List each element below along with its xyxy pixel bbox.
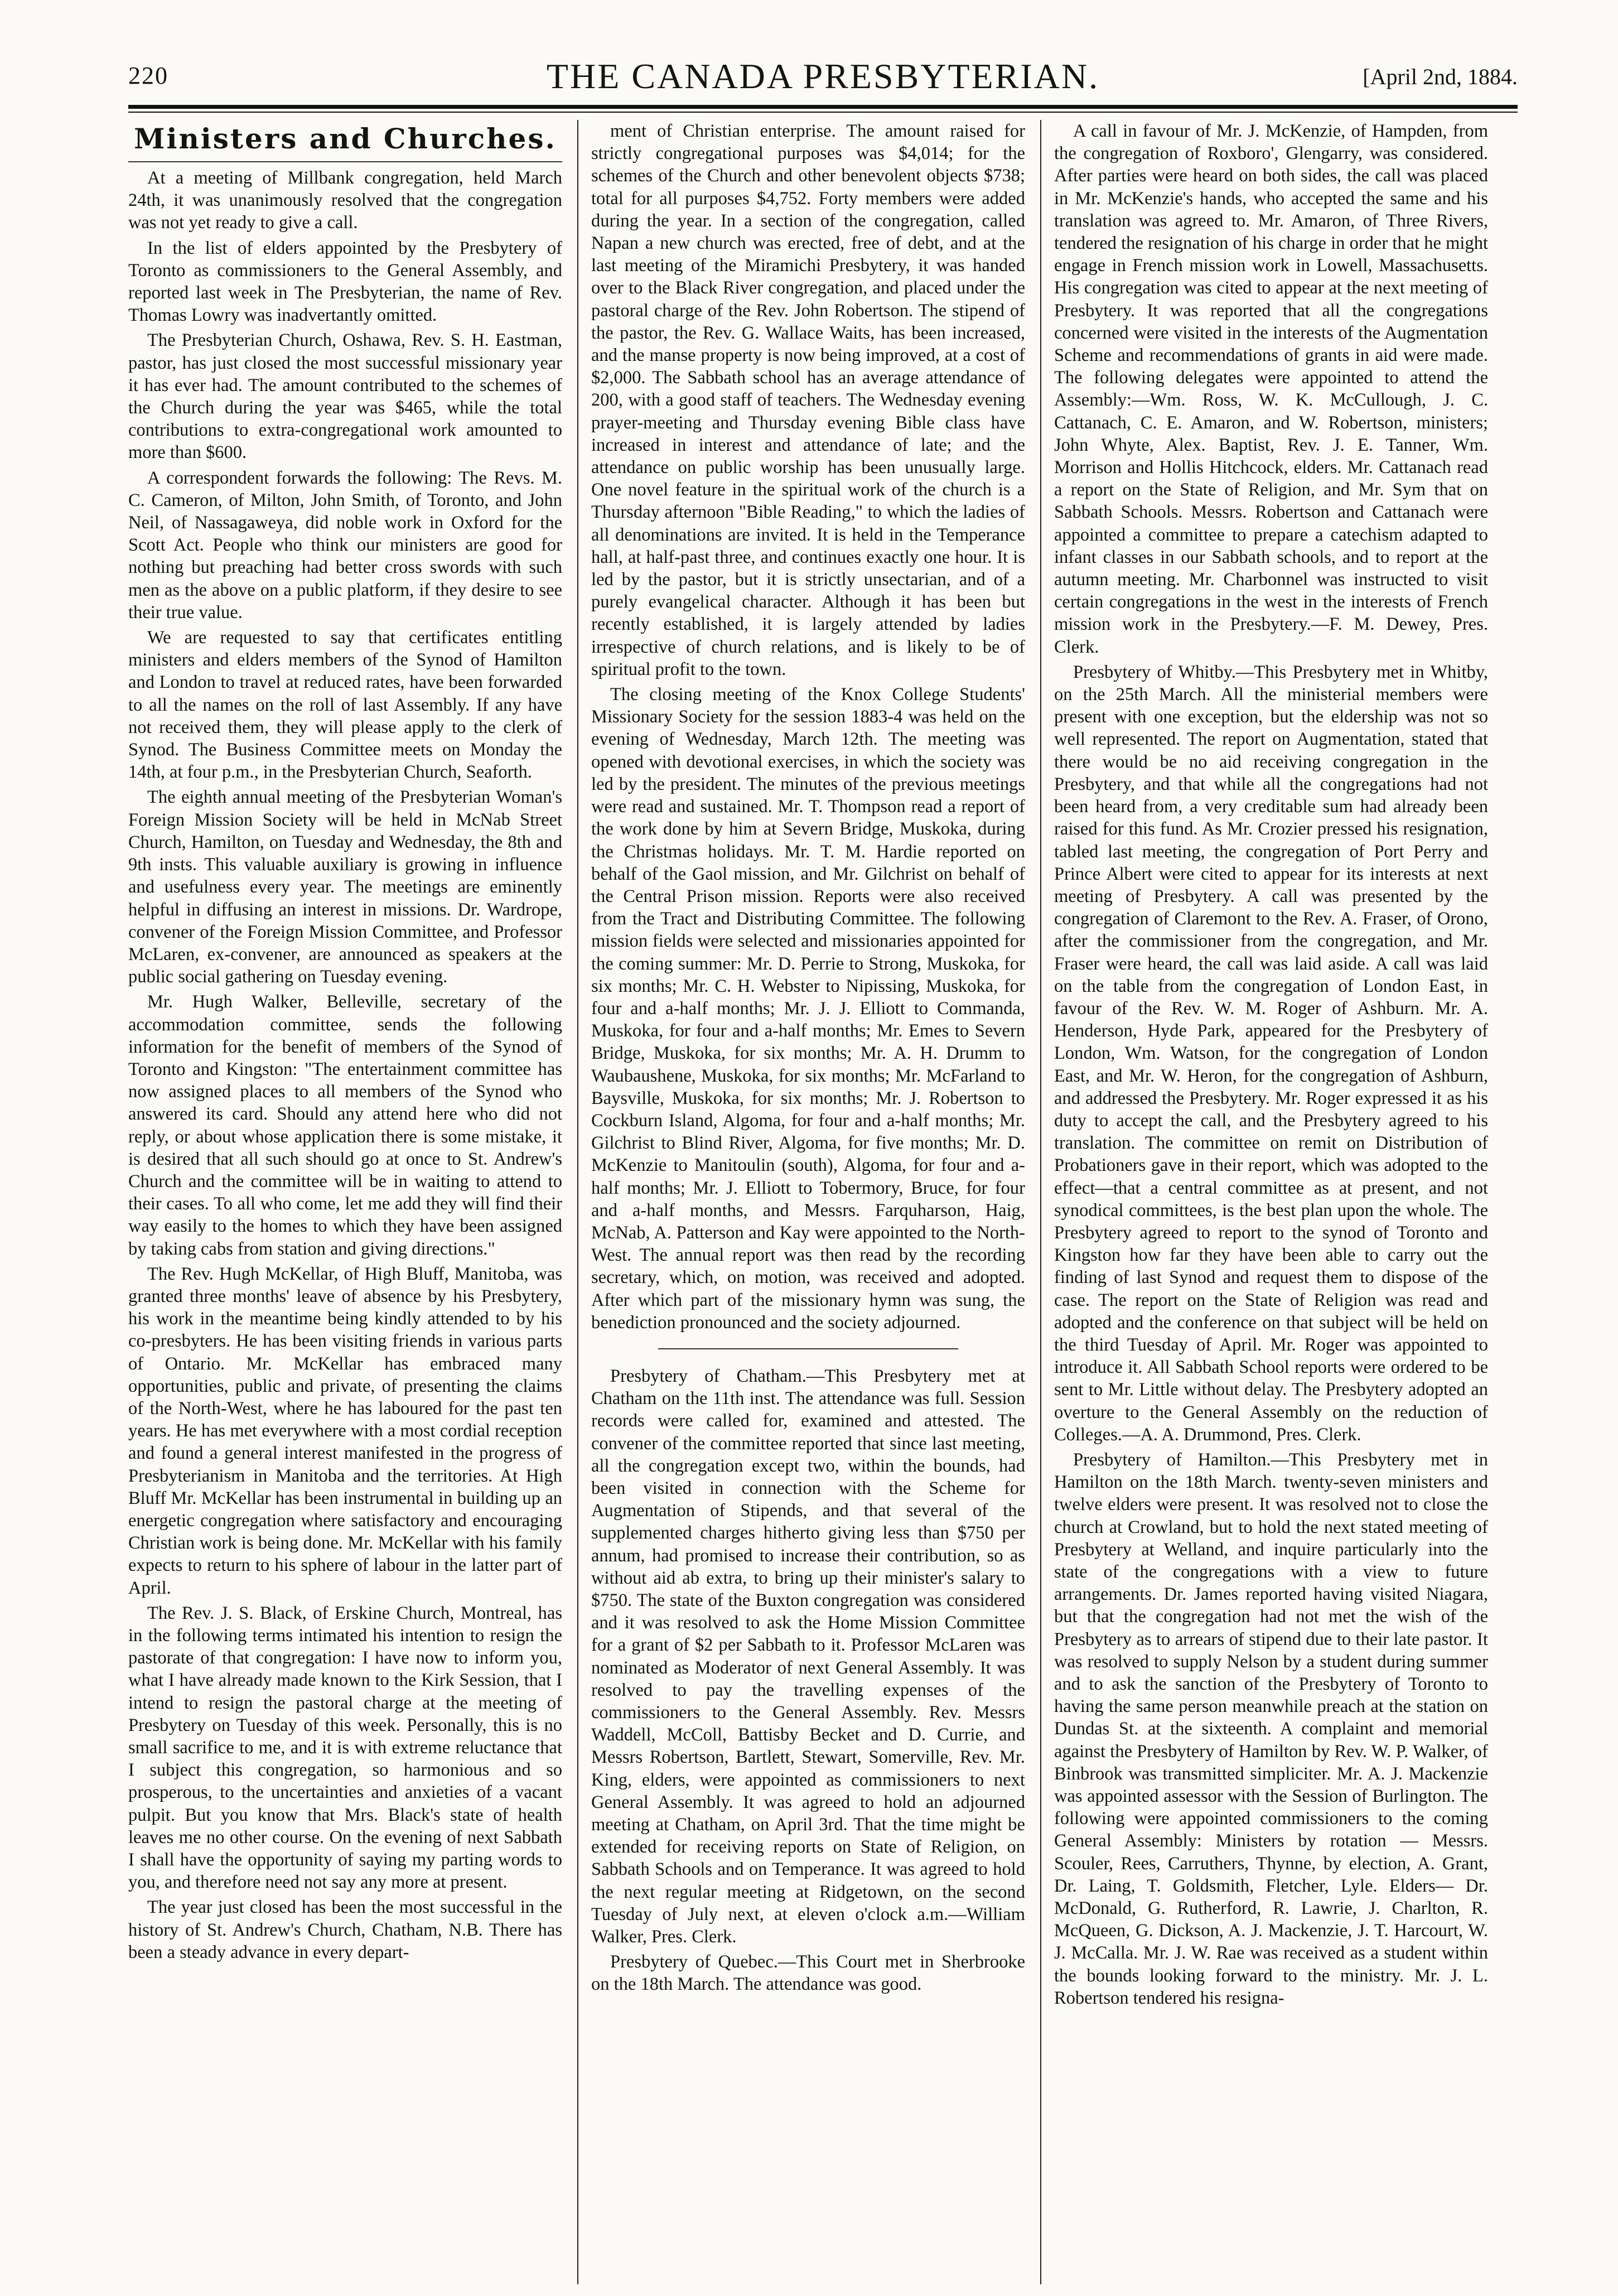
article-paragraph: The eighth annual meeting of the Presbyterian Woman's Foreign Mission Society will be held in McNab Street Church, Hamilton, on Tuesday and Wednesday, the 8th and 9th insts. This valuable auxiliary is growing in influence and usefulness every year. The meetings are eminently helpful in diffusing an interest in missions. Dr. Wardrope, convener of the Foreign Mission Committee, and Professor McLaren, ex-convener, are announced as speakers at the public social gathering on Tuesday evening.	[128, 787, 562, 987]
section-separator	[658, 1348, 958, 1349]
article-paragraph: The Presbyterian Church, Oshawa, Rev. S. H. Eastman, pastor, has just closed the most successful missionary year it has ever had. The amount contributed to the schemes of the Church during the year was $465, while the total contributions to extra-congregational work amounted to more than $600.	[128, 330, 562, 463]
article-paragraph: The closing meeting of the Knox College Students' Missionary Society for the session 1883-4 was held on the evening of Wednesday, March 12th. The meeting was opened with devotional exercises, in which the society was led by the president. The minutes of the previous meetings were read and sustained. Mr. T. Thompson read a report of the work done by him at Severn Bridge, Muskoka, during the Christmas holidays. Mr. T. M. Hardie reported on behalf of the Gaol mission, and Mr. Gilchrist on behalf of the Central Prison mission. Reports were also received from the Tract and Distributing Committee. The following mission fields were selected and missionaries appointed for the coming summer: Mr. D. Perrie to Strong, Muskoka, for six months; Mr. C. H. Webster to Nipissing, Muskoka, for four and a-half months; Mr. J. J. Elliott to Commanda, Muskoka, for four and a-half months; Mr. Emes to Severn Bridge, Muskoka, for six months; Mr. A. H. Drumm to Waubaushene, Muskoka, for six months; Mr. McFarland to Baysville, Muskoka, for six months; Mr. J. Robertson to Cockburn Island, Algoma, for four and a-half months; Mr. Gilchrist to Blind River, Algoma, for five months; Mr. D. McKenzie to Manitoulin (south), Algoma, for four and a-half months; Mr. J. Elliott to Tobermory, Bruce, for four and a-half months, and Messrs. Farquharson, Haig, McNab, A. Patterson and Kay were appointed to the North-West. The annual report was then read by the recording secretary, which, on motion, was received and adopted. After which part of the missionary hymn was sung, the benediction pronounced and the society adjourned.	[591, 684, 1025, 1333]
page-header	[128, 56, 1518, 100]
column-3	[1054, 120, 1488, 2012]
column-divider	[577, 120, 578, 2284]
presbytery-report: A call in favour of Mr. J. McKenzie, of Hampden, from the congregation of Roxboro', Glengarry, was considered. After parties were heard on both sides, the call was placed in Mr. McKenzie's hands, who accepted the same and his translation was agreed to. Mr. Amaron, of Three Rivers, tendered the resignation of his charge in order that he might engage in French mission work in Lowell, Massachusetts. His congregation was cited to appear at the next meeting of Presbytery. It was reported that all the congregations concerned were visited in the interests of the Augmentation Scheme and recommendations of grants in aid were made. The following delegates were appointed to attend the Assembly:—Wm. Ross, W. K. McCullough, J. C. Cattanach, C. E. Amaron, and W. Robertson, ministers; John Whyte, Alex. Baptist, Rev. J. E. Tanner, Wm. Morrison and Hollis Hitchcock, elders. Mr. Cattanach read a report on the State of Religion, and Mr. Sym that on Sabbath Schools. Messrs. Robertson and Cattanach were appointed a committee to prepare a catechism adapted to infant classes in our Sabbath schools, and to report at the autumn meeting. Mr. Charbonnel was instructed to visit certain congregations in the west in the interests of French mission work in the Presbytery.—F. M. Dewey, Pres. Clerk.	[1054, 121, 1488, 657]
article-paragraph: The Rev. J. S. Black, of Erskine Church, Montreal, has in the following terms intimated his intention to resign the pastorate of that congregation: I have now to inform you, what I have already made known to the Kirk Session, that I intend to resign the pastoral charge at the meeting of Presbytery on Tuesday of this week. Personally, this is no small sacrifice to me, and it is with extreme reluctance that I subject this congregation, so harmonious and so prosperous, to the uncertainties and anxieties of a vacant pulpit. But you know that Mrs. Black's state of health leaves me no other course. On the evening of next Sabbath I shall have the opportunity of saying my parting words to you, and therefore need not say any more at present.	[128, 1603, 562, 1893]
presbytery-report: Presbytery of Whitby.—This Presbytery met in Whitby, on the 25th March. All the ministerial members were present with one exception, but the eldership was not so well represented. The report on Augmentation, stated that there would be no aid receiving congregation in the Presbytery, and that while all the congregations had not been heard from, a very creditable sum had already been raised for this fund. As Mr. Crozier pressed his resignation, tabled last meeting, the congregation of Port Perry and Prince Albert were cited to appear for its interests at next meeting of Presbytery. A call was presented by the congregation of Claremont to the Rev. A. Fraser, of Orono, after the commissioner from the congregation, and Mr. Fraser were heard, the call was laid aside. A call was laid on the table from the congregation of London East, in favour of the Rev. W. M. Roger of Ashburn. Mr. A. Henderson, Hyde Park, appeared for the Presbytery of London, Wm. Watson, for the congregation of London East, and Mr. W. Heron, for the congregation of Ashburn, and addressed the Presbytery. Mr. Roger expressed it as his duty to accept the call, and the Presbytery agreed to his translation. The committee on remit on Distribution of Probationers gave in their report, which was adopted to the effect—that a central committee as at present, and not synodical committees, is the best plan upon the whole. The Presbytery agreed to report to the synod of Toronto and Kingston how far they have been able to carry out the finding of last Synod and request them to dispose of the case. The report on the State of Religion was read and adopted and the conference on that subject will be held on the third Tuesday of April. Mr. Roger was appointed to introduce it. All Sabbath School reports were ordered to be sent to Mr. Little without delay. The Presbytery adopted an overture to the General Assembly on the reduction of Colleges.—A. A. Drummond, Pres. Clerk.	[1054, 662, 1488, 1445]
article-paragraph: In the list of elders appointed by the Presbytery of Toronto as commissioners to the General Assembly, and reported last week in The Presbyterian, the name of Rev. Thomas Lowry was inadvertantly omitted.	[128, 238, 562, 326]
article-paragraph: ment of Christian enterprise. The amount raised for strictly congregational purposes was $4,014; for the schemes of the Church and other benevolent objects $738; total for all purposes $4,752. Forty members were added during the year. In a section of the congregation, called Napan a new church was erected, free of debt, and at the last meeting of the Miramichi Presbytery, it was handed over to the Black River congregation, and placed under the pastoral charge of the Rev. John Robertson. The stipend of the pastor, the Rev. G. Wallace Waits, has been increased, and the manse property is now being improved, at a cost of $2,000. The Sabbath school has an average attendance of 200, with a good staff of teachers. The Wednesday evening prayer-meeting and Thursday evening Bible class have increased in interest and attendance of late; and the attendance on public worship has been unusually large. One novel feature in the spiritual work of the church is a Thursday afternoon "Bible Reading," to which the ladies of all denominations are invited. It is held in the Temperance hall, at half-past three, and continues exactly one hour. It is led by the pastor, but it is strictly unsectarian, and of a purely evangelical character. Although it has been but recently established, it is largely attended by ladies irrespective of church relations, and is likely to be of spiritual profit to the town.	[591, 121, 1025, 679]
presbytery-report: Presbytery of Hamilton.—This Presbytery met in Hamilton on the 18th March. twenty-seven ministers and twelve elders were present. It was resolved not to close the church at Crowland, but to hold the next stated meeting of Presbytery at Welland, and inquire particularly into the state of the congregations with a view to future arrangements. Dr. James reported having visited Niagara, but that the congregation had not met the wish of the Presbytery as to arrears of stipend due to their late pastor. It was resolved to supply Nelson by a student during summer and to ask the sanction of the Presbytery of Toronto to having the same person meanwhile preach at the station on Dundas St. at the sixteenth. A complaint and memorial against the Presbytery of Hamilton by Rev. W. P. Walker, of Binbrook was transmitted simpliciter. Mr. A. J. Mackenzie was appointed assessor with the Session of Burlington. The following were appointed commissioners to the coming General Assembly: Ministers by rotation — Messrs. Scouler, Rees, Carruthers, Thynne, by election, A. Grant, Dr. Laing, T. Goldsmith, Fletcher, Lyle. Elders— Dr. McDonald, G. Rutherford, R. Lawrie, J. Charlton, R. McQueen, G. Dickson, A. J. Mackenzie, J. T. Harcourt, W. J. McCalla. Mr. J. W. Rae was received as a student within the bounds looking forward to the ministry. Mr. J. L. Robertson tendered his resigna-	[1054, 1449, 1488, 2008]
article-paragraph: At a meeting of Millbank congregation, held March 24th, it was unanimously resolved that the congregation was not yet ready to give a call.	[128, 168, 562, 233]
issue-date: [April 2nd, 1884.	[1363, 64, 1518, 89]
article-paragraph: Mr. Hugh Walker, Belleville, secretary of the accommodation committee, sends the following information for the benefit of members of the Synod of Toronto and Kingston: "The entertainment committee has now assigned places to all members of the Synod who answered its card. Should any attend here who did not reply, or about whose application there is some mistake, it is desired that all such should go at once to St. Andrew's Church and the committee will be in waiting to attend to their cases. To all who come, let me add they will find their way easily to the homes to which they have been assigned by taking cabs from station and giving directions."	[128, 992, 562, 1259]
section-heading: Ministers and Churches.	[128, 120, 562, 162]
header-rule	[128, 105, 1518, 109]
article-paragraph: The year just closed has been the most successful in the history of St. Andrew's Church, Chatham, N.B. There has been a steady advance in every depart-	[128, 1897, 562, 1962]
column-1	[128, 120, 562, 1966]
page-number: 220	[128, 62, 168, 89]
header-rule-thin	[128, 112, 1518, 113]
column-divider	[1040, 120, 1041, 2284]
article-paragraph: We are requested to say that certificates entitling ministers and elders members of the Synod of Hamilton and London to travel at reduced rates, have been forwarded to all the names on the roll of last Assembly. If any have not received them, they will please apply to the clerk of Synod. The Business Committee meets on Monday the 14th, at four p.m., in the Presbyterian Church, Seaforth.	[128, 628, 562, 783]
journal-title: THE CANADA PRESBYTERIAN.	[546, 56, 1100, 96]
presbytery-report: Presbytery of Chatham.—This Presbytery met at Chatham on the 11th inst. The attendance was full. Session records were called for, examined and attested. The convener of the committee reported that since last meeting, all the congregation except two, within the bounds, had been visited in connection with the Scheme for Augmentation of Stipends, and that several of the supplemented charges hitherto giving less than $750 per annum, had promised to increase their contribution, so as without aid ab extra, to bring up their minister's salary to $750. The state of the Buxton congregation was considered and it was resolved to ask the Home Mission Committee for a grant of $2 per Sabbath to it. Professor McLaren was nominated as Moderator of next General Assembly. It was resolved to pay the travelling expenses of the commissioners to the General Assembly. Rev. Messrs Waddell, McColl, Battisby Becket and D. Currie, and Messrs Robertson, Bartlett, Stewart, Somerville, Rev. Mr. King, elders, were appointed as commissioners to next General Assembly. It was agreed to hold an adjourned meeting at Chatham, on April 3rd. That the time might be extended for receiving reports on State of Religion, on Sabbath Schools and on Temperance. It was agreed to hold the next regular meeting at Ridgetown, on the second Tuesday of July next, at eleven o'clock a.m.—William Walker, Pres. Clerk.	[591, 1366, 1025, 1947]
column-2	[591, 120, 1025, 1999]
presbytery-report: Presbytery of Quebec.—This Court met in Sherbrooke on the 18th March. The attendance was good.	[591, 1952, 1025, 1995]
article-paragraph: The Rev. Hugh McKellar, of High Bluff, Manitoba, was granted three months' leave of absence by his Presbytery, his work in the meantime being kindly attended to by his co-presbyters. He has been visiting friends in various parts of Ontario. Mr. McKellar has embraced many opportunities, public and private, of presenting the claims of the North-West, where he has laboured for the past ten years. He has met everywhere with a most cordial reception and found a general interest manifested in the progress of Presbyterianism in Manitoba and the territories. At High Bluff Mr. McKellar has been instrumental in building up an energetic congregation where satisfactory and encouraging Christian work is being done. Mr. McKellar with his family expects to return to his sphere of labour in the latter part of April.	[128, 1263, 562, 1598]
article-paragraph: A correspondent forwards the following: The Revs. M. C. Cameron, of Milton, John Smith, of Toronto, and John Neil, of Nassagaweya, did noble work in Oxford for the Scott Act. People who think our ministers are good for nothing but preaching had better cross swords with such men as the above on a public platform, if they desire to see their true value.	[128, 467, 562, 623]
